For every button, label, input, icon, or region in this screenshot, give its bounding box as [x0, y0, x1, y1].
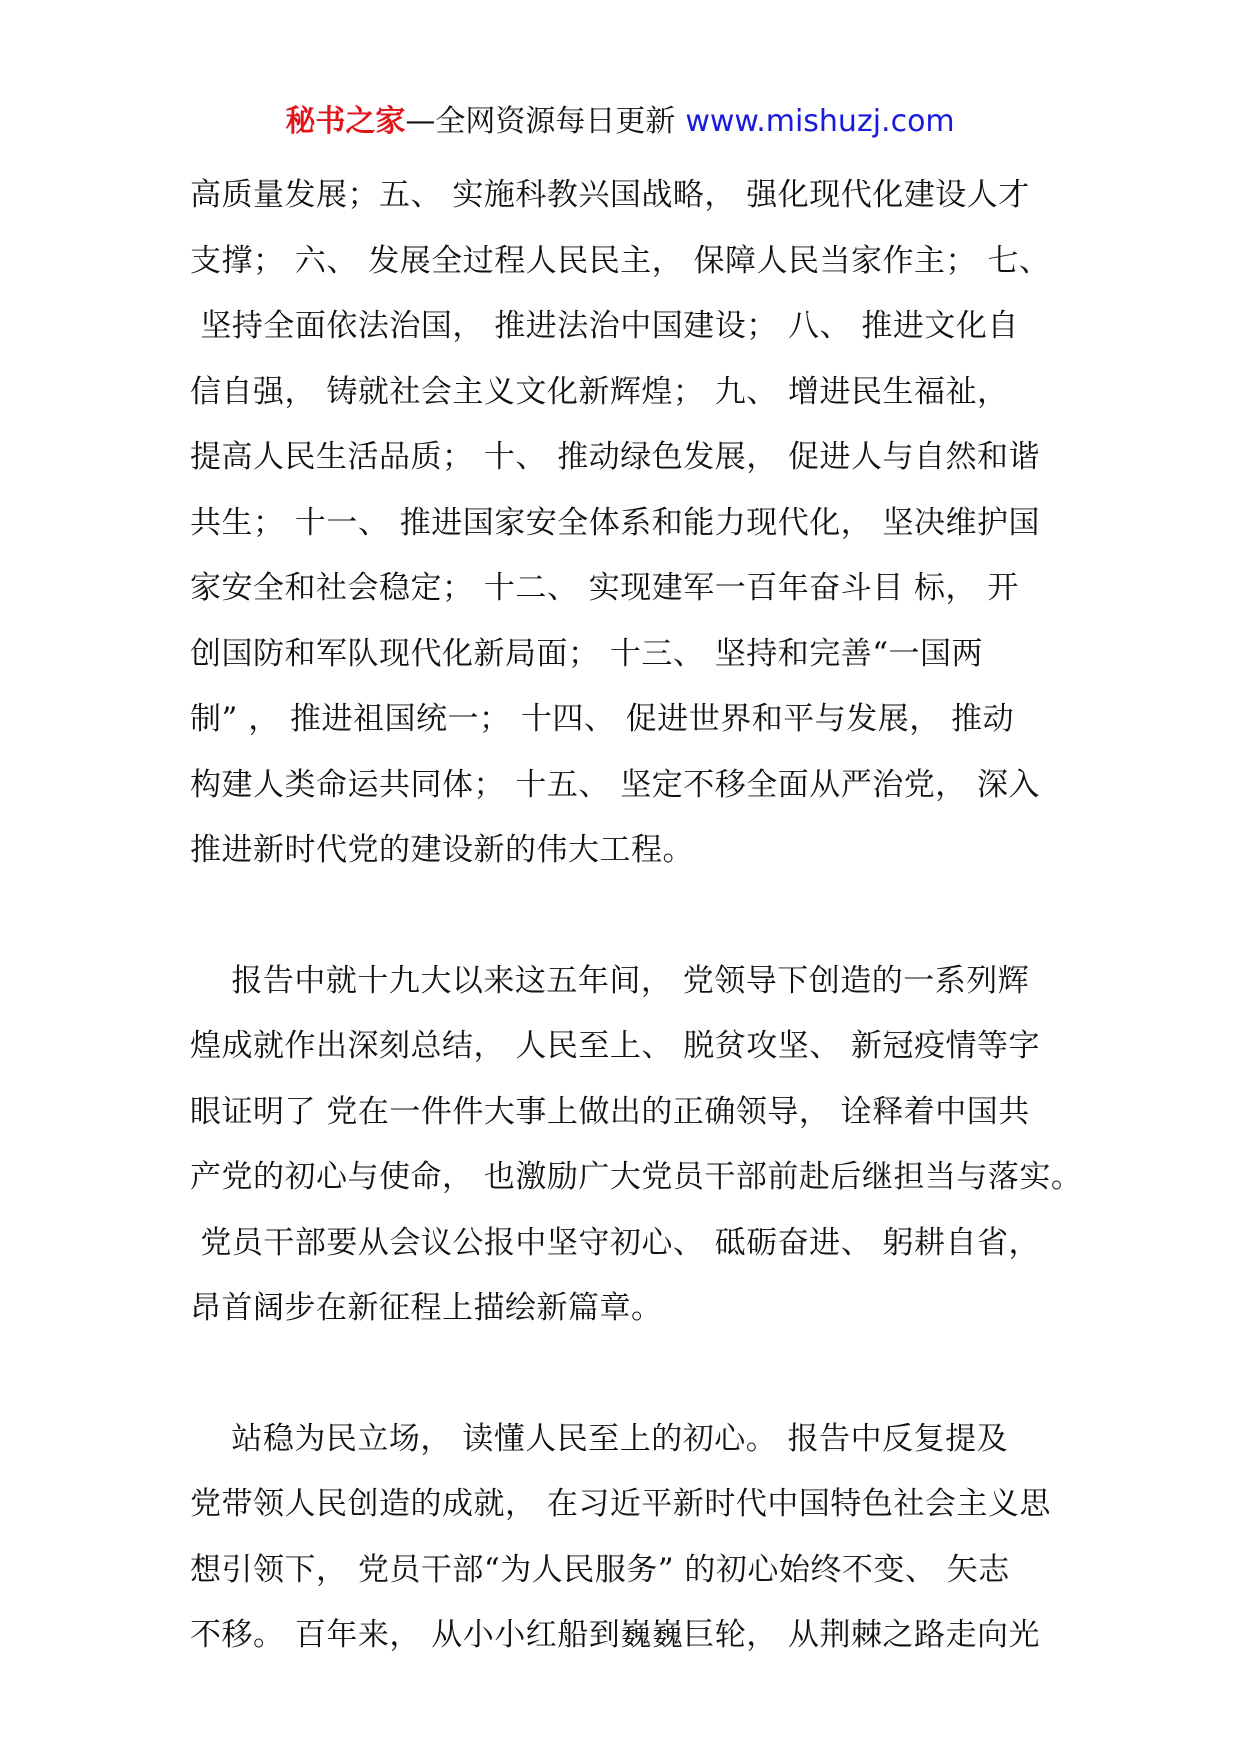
text-line: 共生； 十一、 推进国家安全体系和能力现代化， 坚决维护国: [190, 504, 1041, 541]
text-line: 党员干部要从会议公报中坚守初心、 砥砺奋进、 躬耕自省，: [190, 1224, 1041, 1261]
text-line: 家安全和社会稳定； 十二、 实现建军一百年奋斗目 标， 开: [190, 570, 1019, 606]
text-line: 报告中就十九大以来这五年间， 党领导下创造的一系列辉: [190, 962, 1030, 999]
text-line: 想引领下， 党员干部“为人民服务” 的初心始终不变、 矢志: [190, 1551, 1010, 1588]
paragraph-2: [190, 949, 1083, 1342]
paragraph-spacer: [190, 884, 1060, 949]
text-line: 煌成就作出深刻总结， 人民至上、 脱贫攻坚、 新冠疫情等字: [190, 1028, 1041, 1064]
text-line: 构建人类命运共同体； 十五、 坚定不移全面从严治党， 深入: [190, 766, 1041, 803]
paragraph-1: [190, 163, 1060, 884]
text-line: 信自强， 铸就社会主义文化新辉煌； 九、 增进民生福祉，: [190, 373, 1009, 410]
text-line: 高质量发展；五、 实施科教兴国战略， 强化现代化建设人才: [190, 177, 1030, 213]
text-line: 眼证明了 党在一件件大事上做出的正确领导， 诠释着中国共: [190, 1093, 1030, 1130]
text-line: 支撑； 六、 发展全过程人民民主， 保障人民当家作主； 七、: [190, 242, 1051, 279]
site-tagline: —全网资源每日更新: [405, 104, 676, 139]
text-line: 推进新时代党的建设新的伟大工程。: [190, 832, 694, 868]
site-brand: 秘书之家: [285, 104, 406, 139]
text-line: 提高人民生活品质； 十、 推动绿色发展， 促进人与自然和谐: [190, 439, 1041, 475]
text-line: 昂首阔步在新征程上描绘新篇章。: [190, 1290, 663, 1326]
site-url-link[interactable]: www.mishuzj.com: [685, 104, 955, 139]
text-line: 制” ， 推进祖国统一； 十四、 促进世界和平与发展， 推动: [190, 701, 1015, 737]
text-line: 站稳为民立场， 读懂人民至上的初心。 报告中反复提及: [190, 1420, 1009, 1457]
text-line: 党带领人民创造的成就， 在习近平新时代中国特色社会主义思: [190, 1486, 1051, 1522]
paragraph-3: [190, 1407, 1060, 1669]
text-line: 坚持全面依法治国， 推进法治中国建设； 八、 推进文化自: [190, 308, 1019, 344]
site-header: [0, 102, 1240, 142]
paragraph-spacer: [190, 1342, 1060, 1407]
text-line: 创国防和军队现代化新局面； 十三、 坚持和完善“一国两: [190, 635, 984, 672]
document-body: [190, 163, 1083, 1669]
text-line: 不移。 百年来， 从小小红船到巍巍巨轮， 从荆棘之路走向光: [190, 1617, 1041, 1653]
text-line: 产党的初心与使命， 也激励广大党员干部前赴后继担当与落实。: [190, 1159, 1083, 1195]
